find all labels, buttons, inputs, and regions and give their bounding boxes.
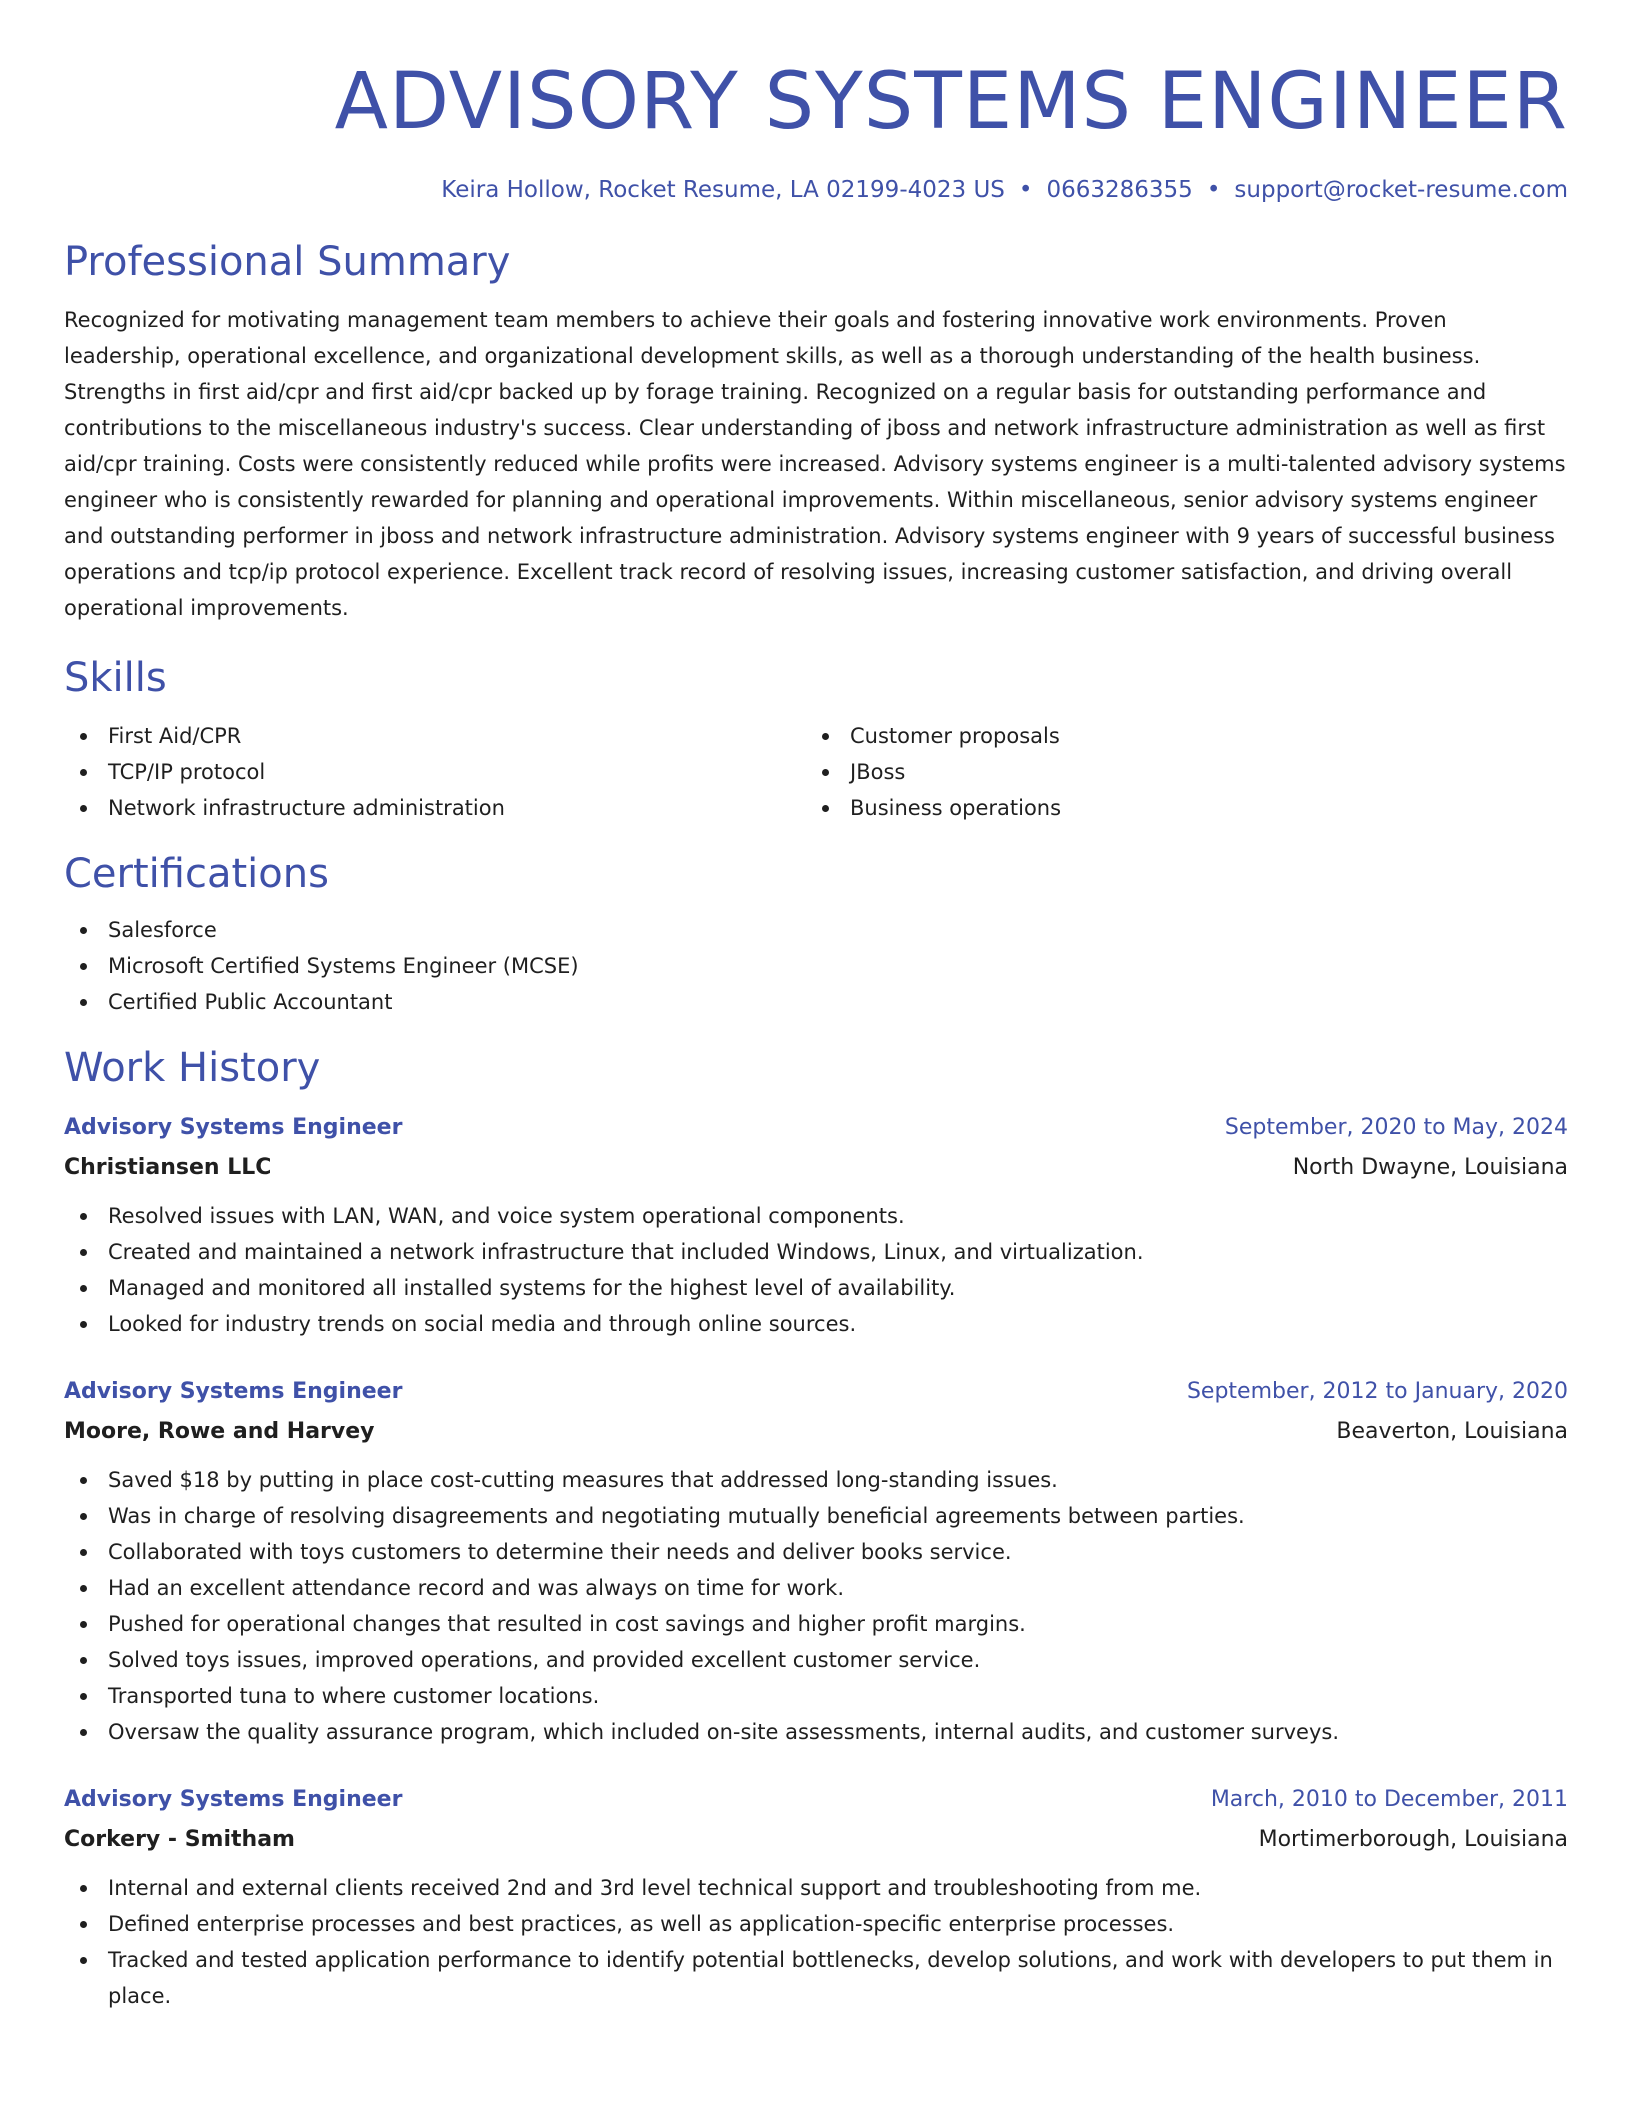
- job-header-row: [64, 1108, 1568, 1148]
- job-bullet: Resolved issues with LAN, WAN, and voice system operational components.: [64, 1198, 1568, 1234]
- job-bullet: Created and maintained a network infrastructure that included Windows, Linux, and virtualization.: [64, 1234, 1568, 1270]
- section-heading-work-history: Work History: [64, 1045, 321, 1091]
- job-title: Advisory Systems Engineer: [64, 1115, 403, 1140]
- job-bullet: Pushed for operational changes that resulted in cost savings and higher profit margins.: [64, 1606, 1568, 1642]
- contact-line: [64, 174, 1568, 206]
- job-dates: September, 2020 to May, 2024: [1224, 1115, 1568, 1140]
- job-bullet: Tracked and tested application performance to identify potential bottlenecks, develop solutions, and work with developers to put them in place.: [64, 1942, 1568, 2014]
- skills-column-right: [806, 718, 1548, 826]
- certification-item: Salesforce: [64, 912, 1568, 948]
- section-heading-skills: Skills: [64, 655, 167, 701]
- contact-address: Keira Hollow, Rocket Resume, LA 02199-4023 US: [441, 177, 1005, 203]
- skill-item: TCP/IP protocol: [64, 754, 806, 790]
- job-entry: [64, 1780, 1568, 2014]
- skills-grid: [64, 718, 1568, 826]
- contact-separator: •: [1206, 177, 1221, 203]
- job-title: Advisory Systems Engineer: [64, 1787, 403, 1812]
- certifications-section: [64, 848, 1568, 1020]
- job-location: Beaverton, Louisiana: [1336, 1419, 1568, 1444]
- skill-item: Customer proposals: [806, 718, 1548, 754]
- job-bullet: Internal and external clients received 2nd and 3rd level technical support and troubleshooting from me.: [64, 1870, 1568, 1906]
- job-dates: September, 2012 to January, 2020: [1186, 1379, 1568, 1404]
- contact-email: support@rocket-resume.com: [1234, 177, 1568, 203]
- section-heading-certifications: Certifications: [64, 851, 329, 897]
- skill-item: First Aid/CPR: [64, 718, 806, 754]
- job-bullet: Defined enterprise processes and best practices, as well as application-specific enterprise processes.: [64, 1906, 1568, 1942]
- job-company: Corkery - Smitham: [64, 1827, 295, 1852]
- summary-text: Recognized for motivating management team members to achieve their goals and fostering innovative work environments. Proven leadership, operational excellence, and organizational development skills, as well as a thorough understanding of the health business. Strengths in first aid/cpr and first aid/cpr backed up by forage training. Recognized on a regular basis for outstanding performance and contributions to the miscellaneous industry's success. Clear understanding of jboss and network infrastructure administration as well as first aid/cpr training. Costs were consistently reduced while profits were increased. Advisory systems engineer is a multi-talented advisory systems engineer who is consistently rewarded for planning and operational improvements. Within miscellaneous, senior advisory systems engineer and outstanding performer in jboss and network infrastructure administration. Advisory systems engineer with 9 years of successful business operations and tcp/ip protocol experience. Excellent track record of resolving issues, increasing customer satisfaction, and driving overall operational improvements.: [64, 308, 1566, 620]
- skills-section: [64, 652, 1568, 826]
- job-bullets: [64, 1198, 1568, 1342]
- job-dates: March, 2010 to December, 2011: [1210, 1787, 1568, 1812]
- contact-separator: •: [1018, 177, 1033, 203]
- job-header-row: [64, 1372, 1568, 1412]
- job-header-row: [64, 1780, 1568, 1820]
- job-title: Advisory Systems Engineer: [64, 1379, 403, 1404]
- section-heading-summary: Professional Summary: [64, 239, 511, 285]
- job-entry: [64, 1108, 1568, 1342]
- job-company-row: [64, 1412, 1568, 1452]
- job-location: Mortimerborough, Louisiana: [1258, 1827, 1568, 1852]
- job-bullet: Solved toys issues, improved operations, and provided excellent customer service.: [64, 1642, 1568, 1678]
- job-entry: [64, 1372, 1568, 1750]
- job-bullet: Oversaw the quality assurance program, which included on-site assessments, internal audits, and customer surveys.: [64, 1714, 1568, 1750]
- contact-phone: 0663286355: [1046, 177, 1193, 203]
- job-company: Moore, Rowe and Harvey: [64, 1419, 375, 1444]
- job-bullet: Was in charge of resolving disagreements and negotiating mutually beneficial agreements between parties.: [64, 1498, 1568, 1534]
- job-bullet: Looked for industry trends on social media and through online sources.: [64, 1306, 1568, 1342]
- job-title-heading: ADVISORY SYSTEMS ENGINEER: [334, 57, 1568, 147]
- job-bullet: Saved $18 by putting in place cost-cutting measures that addressed long-standing issues.: [64, 1462, 1568, 1498]
- job-company: Christiansen LLC: [64, 1155, 272, 1180]
- job-company-row: [64, 1148, 1568, 1188]
- job-bullets: [64, 1870, 1568, 2014]
- professional-summary-section: [64, 236, 1568, 626]
- job-bullet: Managed and monitored all installed systems for the highest level of availability.: [64, 1270, 1568, 1306]
- job-bullet: Collaborated with toys customers to determine their needs and deliver books service.: [64, 1534, 1568, 1570]
- resume-header: [64, 0, 1568, 206]
- skill-item: JBoss: [806, 754, 1548, 790]
- certification-item: Certified Public Accountant: [64, 984, 1568, 1020]
- skill-item: Business operations: [806, 790, 1548, 826]
- certification-item: Microsoft Certified Systems Engineer (MCSE): [64, 948, 1568, 984]
- skills-column-left: [64, 718, 806, 826]
- skill-item: Network infrastructure administration: [64, 790, 806, 826]
- job-bullet: Transported tuna to where customer locations.: [64, 1678, 1568, 1714]
- job-location: North Dwayne, Louisiana: [1292, 1155, 1568, 1180]
- certifications-list: [64, 912, 1568, 1020]
- job-bullet: Had an excellent attendance record and was always on time for work.: [64, 1570, 1568, 1606]
- job-bullets: [64, 1462, 1568, 1750]
- work-history-section: [64, 1042, 1568, 2014]
- job-company-row: [64, 1820, 1568, 1860]
